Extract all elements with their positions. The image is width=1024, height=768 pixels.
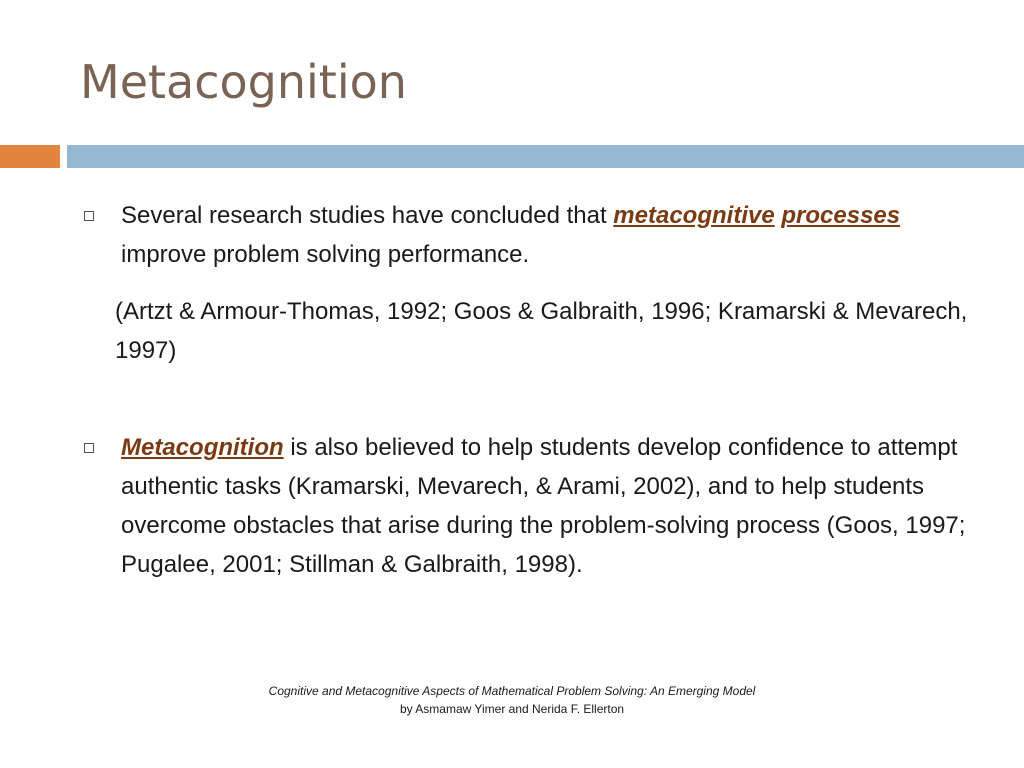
term-metacognition: Metacognition [121, 434, 284, 461]
bullet-item-metacognition [80, 428, 980, 584]
bullet-text-post: is also believed to help students develop confidence to attempt authentic tasks (Kramarski, Mevarech, & Arami, 2002), and to help students overcome obstacles that arise during the problem-solving process (Goos, 1997; Pugalee, 2001; Stillman & Galbraith, 1998). [121, 434, 966, 578]
term-processes: processes [781, 202, 901, 229]
bullet-list [80, 196, 980, 584]
source-authors: by Asmamaw Yimer and Nerida F. Ellerton [399, 702, 625, 716]
source-footer [112, 682, 912, 718]
slide-title: Metacognition [80, 55, 407, 109]
bullet-text-pre: Several research studies have concluded that [121, 202, 614, 229]
bullet-text-post: improve problem solving performance. [121, 241, 530, 268]
term-metacognitive: metacognitive [613, 202, 775, 229]
square-bullet-icon [84, 443, 94, 453]
accent-bar-blue [67, 145, 1024, 168]
source-title: Cognitive and Metacognitive Aspects of Mathematical Problem Solving: An Emerging Model [268, 684, 756, 698]
accent-bar-orange [0, 145, 60, 168]
bullet-item-research [80, 196, 980, 370]
citation-block: (Artzt & Armour-Thomas, 1992; Goos & Galbraith, 1996; Kramarski & Mevarech, 1997) [115, 298, 968, 364]
square-bullet-icon [84, 211, 94, 221]
